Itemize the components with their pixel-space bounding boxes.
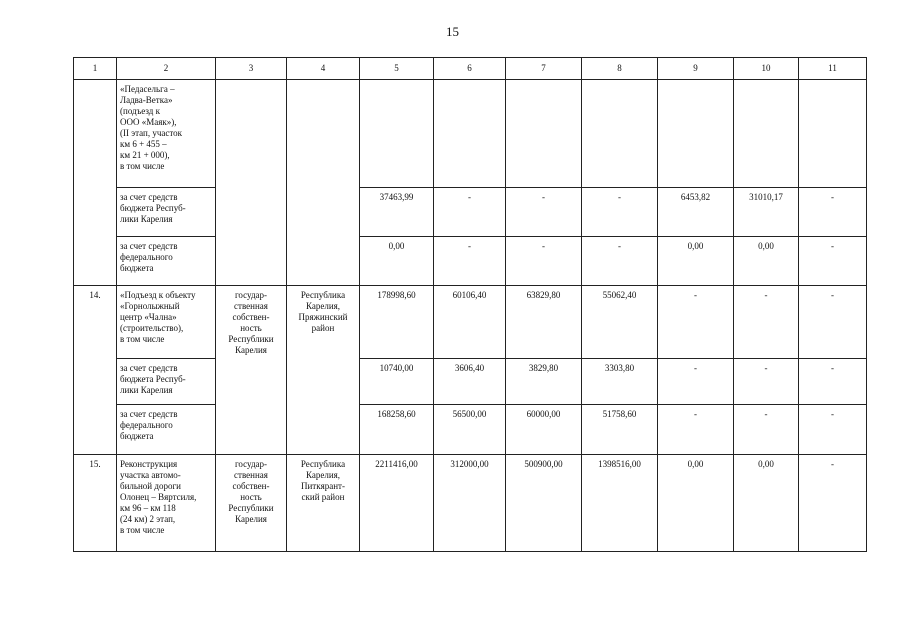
value-cell (360, 80, 434, 188)
column-header: 5 (360, 58, 434, 80)
value-cell: - (799, 359, 867, 405)
value-cell: 3303,80 (582, 359, 658, 405)
location-cell: Республика Карелия, Питкярант- ский район (287, 455, 360, 552)
value-cell (658, 80, 734, 188)
value-cell: - (434, 188, 506, 237)
owner-cell: государ- ственная собствен- ность Республики Карелия (216, 455, 287, 552)
value-cell: 168258,60 (360, 405, 434, 455)
value-cell (799, 80, 867, 188)
value-cell: 55062,40 (582, 286, 658, 359)
value-cell: - (799, 237, 867, 286)
column-header: 2 (117, 58, 216, 80)
value-cell: - (582, 188, 658, 237)
value-cell: 6453,82 (658, 188, 734, 237)
value-cell: 0,00 (658, 237, 734, 286)
value-cell: - (506, 237, 582, 286)
value-cell: - (658, 405, 734, 455)
value-cell: 37463,99 (360, 188, 434, 237)
value-cell: - (658, 286, 734, 359)
table-row (74, 359, 867, 405)
owner-cell (216, 80, 287, 286)
column-header: 4 (287, 58, 360, 80)
value-cell: 31010,17 (734, 188, 799, 237)
row-number-cell: 15. (74, 455, 117, 552)
value-cell: - (799, 188, 867, 237)
table-row (74, 188, 867, 237)
table-row (74, 237, 867, 286)
funding-source-cell: за счет средств бюджета Респуб- лики Карелия (117, 359, 216, 405)
row-number-cell: 14. (74, 286, 117, 455)
column-header: 7 (506, 58, 582, 80)
value-cell: - (506, 188, 582, 237)
column-number-row (74, 58, 867, 80)
page-number: 15 (446, 24, 459, 39)
value-cell (734, 80, 799, 188)
table-row (74, 455, 867, 552)
investment-table (73, 57, 867, 552)
value-cell (434, 80, 506, 188)
column-header: 6 (434, 58, 506, 80)
value-cell: - (582, 237, 658, 286)
value-cell: 500900,00 (506, 455, 582, 552)
table-row (74, 405, 867, 455)
object-name-cell: Реконструкция участка автомо- бильной дороги Олонец – Вяртсиля, км 96 – км 118 (24 км) 2 этап, в том числе (117, 455, 216, 552)
value-cell (582, 80, 658, 188)
location-cell (287, 80, 360, 286)
value-cell: - (434, 237, 506, 286)
column-header: 3 (216, 58, 287, 80)
object-name-cell: «Подъезд к объекту «Горнолыжный центр «Чална» (строительство), в том числе (117, 286, 216, 359)
column-header: 1 (74, 58, 117, 80)
value-cell: - (734, 405, 799, 455)
value-cell: - (799, 455, 867, 552)
funding-source-cell: за счет средств федерального бюджета (117, 405, 216, 455)
column-header: 8 (582, 58, 658, 80)
value-cell: 0,00 (734, 455, 799, 552)
value-cell: 3829,80 (506, 359, 582, 405)
value-cell: 2211416,00 (360, 455, 434, 552)
funding-source-cell: за счет средств бюджета Респуб- лики Карелия (117, 188, 216, 237)
value-cell: 0,00 (658, 455, 734, 552)
location-cell: Республика Карелия, Пряжинский район (287, 286, 360, 455)
value-cell: - (658, 359, 734, 405)
value-cell: - (734, 359, 799, 405)
row-number-cell (74, 80, 117, 286)
value-cell: 1398516,00 (582, 455, 658, 552)
value-cell: 312000,00 (434, 455, 506, 552)
table-row (74, 286, 867, 359)
value-cell: 51758,60 (582, 405, 658, 455)
column-header: 9 (658, 58, 734, 80)
value-cell: 60000,00 (506, 405, 582, 455)
funding-source-cell: за счет средств федерального бюджета (117, 237, 216, 286)
value-cell: 60106,40 (434, 286, 506, 359)
object-name-cell: «Педасельга – Ладва-Ветка» (подъезд к ООО «Маяк»), (II этап, участок км 6 + 455 – км 21 + 000), в том числе (117, 80, 216, 188)
value-cell: 10740,00 (360, 359, 434, 405)
value-cell: 63829,80 (506, 286, 582, 359)
value-cell (506, 80, 582, 188)
value-cell: - (799, 405, 867, 455)
value-cell: 178998,60 (360, 286, 434, 359)
value-cell: 3606,40 (434, 359, 506, 405)
owner-cell: государ- ственная собствен- ность Республики Карелия (216, 286, 287, 455)
column-header: 10 (734, 58, 799, 80)
value-cell: 0,00 (360, 237, 434, 286)
value-cell: 56500,00 (434, 405, 506, 455)
value-cell: 0,00 (734, 237, 799, 286)
table-row (74, 80, 867, 188)
column-header: 11 (799, 58, 867, 80)
value-cell: - (799, 286, 867, 359)
value-cell: - (734, 286, 799, 359)
